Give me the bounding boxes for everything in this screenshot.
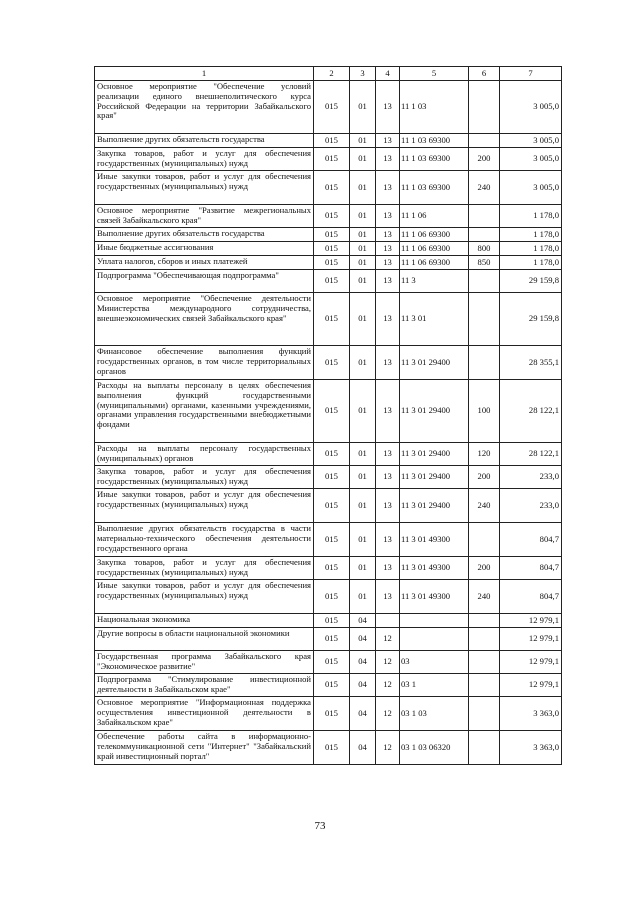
cell-expense-type: 240 <box>469 171 500 205</box>
cell-section: 04 <box>350 731 376 765</box>
cell-amount: 28 122,1 <box>500 380 562 443</box>
cell-target-article <box>400 614 469 628</box>
cell-section: 01 <box>350 270 376 293</box>
cell-ministry-code: 015 <box>314 557 350 580</box>
cell-subsection: 13 <box>376 205 400 228</box>
table-row <box>95 171 562 205</box>
cell-expense-type: 240 <box>469 489 500 523</box>
cell-amount: 3 005,0 <box>500 81 562 134</box>
table-row <box>95 205 562 228</box>
cell-target-article: 11 1 03 <box>400 81 469 134</box>
cell-name: Иные закупки товаров, работ и услуг для обеспечения государственных (муниципальных) нужд <box>95 489 314 523</box>
cell-name: Расходы на выплаты персоналу в целях обеспечения выполнения функций государственными (муниципальными) органами, казенными учреждениями, органами управления государственными внебюджетными фондами <box>95 380 314 443</box>
cell-expense-type <box>469 651 500 674</box>
cell-target-article: 11 3 01 29400 <box>400 380 469 443</box>
cell-name: Подпрограмма "Обеспечивающая подпрограмма" <box>95 270 314 293</box>
cell-ministry-code: 015 <box>314 628 350 651</box>
cell-amount: 804,7 <box>500 580 562 614</box>
cell-amount: 233,0 <box>500 489 562 523</box>
cell-ministry-code: 015 <box>314 148 350 171</box>
table-row <box>95 134 562 148</box>
cell-subsection: 13 <box>376 489 400 523</box>
cell-section: 01 <box>350 256 376 270</box>
cell-name: Другие вопросы в области национальной экономики <box>95 628 314 651</box>
cell-section: 01 <box>350 489 376 523</box>
cell-expense-type <box>469 697 500 731</box>
cell-name: Выполнение других обязательств государства <box>95 228 314 242</box>
cell-subsection: 12 <box>376 697 400 731</box>
cell-name: Иные закупки товаров, работ и услуг для обеспечения государственных (муниципальных) нужд <box>95 171 314 205</box>
cell-section: 04 <box>350 614 376 628</box>
cell-ministry-code: 015 <box>314 134 350 148</box>
cell-name: Иные бюджетные ассигнования <box>95 242 314 256</box>
cell-section: 04 <box>350 628 376 651</box>
cell-section: 01 <box>350 242 376 256</box>
cell-target-article: 03 <box>400 651 469 674</box>
cell-subsection: 13 <box>376 256 400 270</box>
header-col-5: 5 <box>400 67 469 81</box>
table-row <box>95 651 562 674</box>
cell-ministry-code: 015 <box>314 171 350 205</box>
budget-table <box>94 66 562 765</box>
cell-subsection: 12 <box>376 628 400 651</box>
cell-target-article: 11 1 03 69300 <box>400 134 469 148</box>
cell-subsection: 13 <box>376 270 400 293</box>
table-row <box>95 731 562 765</box>
header-col-4: 4 <box>376 67 400 81</box>
cell-amount: 3 363,0 <box>500 731 562 765</box>
cell-section: 01 <box>350 466 376 489</box>
cell-amount: 3 005,0 <box>500 171 562 205</box>
cell-target-article: 03 1 <box>400 674 469 697</box>
cell-ministry-code: 015 <box>314 489 350 523</box>
cell-section: 01 <box>350 557 376 580</box>
cell-expense-type <box>469 523 500 557</box>
cell-subsection <box>376 614 400 628</box>
cell-name: Основное мероприятие "Развитие межрегиональных связей Забайкальского края" <box>95 205 314 228</box>
cell-ministry-code: 015 <box>314 697 350 731</box>
cell-name: Закупка товаров, работ и услуг для обеспечения государственных (муниципальных) нужд <box>95 148 314 171</box>
header-col-3: 3 <box>350 67 376 81</box>
cell-ministry-code: 015 <box>314 380 350 443</box>
table-row <box>95 228 562 242</box>
cell-target-article: 11 1 06 69300 <box>400 228 469 242</box>
cell-expense-type: 850 <box>469 256 500 270</box>
cell-section: 01 <box>350 443 376 466</box>
cell-expense-type <box>469 346 500 380</box>
cell-expense-type <box>469 270 500 293</box>
cell-amount: 12 979,1 <box>500 651 562 674</box>
table-row <box>95 466 562 489</box>
cell-name: Иные закупки товаров, работ и услуг для обеспечения государственных (муниципальных) нужд <box>95 580 314 614</box>
cell-ministry-code: 015 <box>314 346 350 380</box>
table-row <box>95 523 562 557</box>
cell-ministry-code: 015 <box>314 256 350 270</box>
cell-ministry-code: 015 <box>314 523 350 557</box>
cell-target-article <box>400 628 469 651</box>
cell-section: 01 <box>350 81 376 134</box>
cell-amount: 804,7 <box>500 557 562 580</box>
table-row <box>95 443 562 466</box>
cell-target-article: 11 3 01 29400 <box>400 466 469 489</box>
table-row <box>95 346 562 380</box>
cell-target-article: 11 1 03 69300 <box>400 171 469 205</box>
cell-amount: 1 178,0 <box>500 228 562 242</box>
table-row <box>95 270 562 293</box>
cell-subsection: 13 <box>376 557 400 580</box>
cell-subsection: 12 <box>376 674 400 697</box>
cell-ministry-code: 015 <box>314 443 350 466</box>
cell-target-article: 11 1 03 69300 <box>400 148 469 171</box>
cell-expense-type <box>469 205 500 228</box>
cell-target-article: 11 3 <box>400 270 469 293</box>
cell-target-article: 11 3 01 29400 <box>400 489 469 523</box>
table-header-row <box>95 67 562 81</box>
cell-amount: 3 363,0 <box>500 697 562 731</box>
cell-subsection: 13 <box>376 580 400 614</box>
cell-amount: 1 178,0 <box>500 256 562 270</box>
cell-ministry-code: 015 <box>314 270 350 293</box>
cell-expense-type: 100 <box>469 380 500 443</box>
cell-subsection: 13 <box>376 443 400 466</box>
cell-expense-type: 200 <box>469 148 500 171</box>
cell-subsection: 13 <box>376 242 400 256</box>
cell-expense-type <box>469 731 500 765</box>
cell-name: Обеспечение работы сайта в информационно-телекоммуникационной сети "Интернет" "Забайкальский край инвестиционный портал" <box>95 731 314 765</box>
cell-expense-type <box>469 228 500 242</box>
cell-name: Закупка товаров, работ и услуг для обеспечения государственных (муниципальных) нужд <box>95 557 314 580</box>
cell-name: Национальная экономика <box>95 614 314 628</box>
cell-name: Закупка товаров, работ и услуг для обеспечения государственных (муниципальных) нужд <box>95 466 314 489</box>
table-row <box>95 674 562 697</box>
cell-subsection: 12 <box>376 731 400 765</box>
cell-section: 01 <box>350 580 376 614</box>
cell-subsection: 13 <box>376 466 400 489</box>
header-col-2: 2 <box>314 67 350 81</box>
table-row <box>95 242 562 256</box>
cell-section: 01 <box>350 293 376 346</box>
cell-name: Основное мероприятие "Обеспечение условий реализации единого внешнеполитического курса Российской Федерации на территории Забайкальского края" <box>95 81 314 134</box>
cell-target-article: 11 3 01 29400 <box>400 443 469 466</box>
table-row <box>95 256 562 270</box>
header-col-6: 6 <box>469 67 500 81</box>
cell-section: 01 <box>350 228 376 242</box>
cell-expense-type <box>469 293 500 346</box>
page-number: 73 <box>314 820 326 832</box>
cell-ministry-code: 015 <box>314 580 350 614</box>
cell-amount: 3 005,0 <box>500 148 562 171</box>
cell-expense-type: 240 <box>469 580 500 614</box>
cell-name: Выполнение других обязательств государства <box>95 134 314 148</box>
cell-section: 01 <box>350 171 376 205</box>
cell-amount: 28 355,1 <box>500 346 562 380</box>
cell-target-article: 11 3 01 29400 <box>400 346 469 380</box>
cell-name: Основное мероприятие "Информационная поддержка осуществления инвестиционной деятельности в Забайкальском крае" <box>95 697 314 731</box>
cell-section: 01 <box>350 346 376 380</box>
cell-target-article: 11 3 01 49300 <box>400 523 469 557</box>
cell-target-article: 11 1 06 69300 <box>400 256 469 270</box>
table-row <box>95 580 562 614</box>
cell-target-article: 11 1 06 69300 <box>400 242 469 256</box>
table-row <box>95 148 562 171</box>
cell-ministry-code: 015 <box>314 651 350 674</box>
cell-subsection: 13 <box>376 171 400 205</box>
header-col-7: 7 <box>500 67 562 81</box>
cell-amount: 12 979,1 <box>500 628 562 651</box>
cell-subsection: 13 <box>376 380 400 443</box>
cell-ministry-code: 015 <box>314 731 350 765</box>
cell-subsection: 12 <box>376 651 400 674</box>
cell-ministry-code: 015 <box>314 228 350 242</box>
table-body <box>95 81 562 765</box>
cell-expense-type <box>469 81 500 134</box>
cell-amount: 3 005,0 <box>500 134 562 148</box>
cell-expense-type: 200 <box>469 466 500 489</box>
cell-ministry-code: 015 <box>314 466 350 489</box>
cell-subsection: 13 <box>376 148 400 171</box>
cell-amount: 12 979,1 <box>500 614 562 628</box>
cell-name: Финансовое обеспечение выполнения функций государственных органов, в том числе территориальных органов <box>95 346 314 380</box>
cell-name: Основное мероприятие "Обеспечение деятельности Министерства международного сотрудничества, внешнеэкономических связей Забайкальского края" <box>95 293 314 346</box>
cell-section: 04 <box>350 651 376 674</box>
table-row <box>95 557 562 580</box>
cell-amount: 29 159,8 <box>500 293 562 346</box>
cell-ministry-code: 015 <box>314 293 350 346</box>
cell-expense-type: 800 <box>469 242 500 256</box>
cell-ministry-code: 015 <box>314 674 350 697</box>
cell-amount: 804,7 <box>500 523 562 557</box>
cell-subsection: 13 <box>376 228 400 242</box>
cell-subsection: 13 <box>376 293 400 346</box>
cell-expense-type: 200 <box>469 557 500 580</box>
cell-subsection: 13 <box>376 523 400 557</box>
cell-amount: 233,0 <box>500 466 562 489</box>
cell-name: Уплата налогов, сборов и иных платежей <box>95 256 314 270</box>
cell-expense-type <box>469 134 500 148</box>
cell-name: Подпрограмма "Стимулирование инвестиционной деятельности в Забайкальском крае" <box>95 674 314 697</box>
cell-expense-type <box>469 614 500 628</box>
cell-target-article: 11 3 01 <box>400 293 469 346</box>
cell-section: 01 <box>350 205 376 228</box>
cell-target-article: 11 3 01 49300 <box>400 557 469 580</box>
cell-section: 04 <box>350 674 376 697</box>
cell-ministry-code: 015 <box>314 81 350 134</box>
cell-subsection: 13 <box>376 346 400 380</box>
cell-target-article: 11 1 06 <box>400 205 469 228</box>
header-col-1: 1 <box>95 67 314 81</box>
cell-section: 01 <box>350 523 376 557</box>
cell-name: Выполнение других обязательств государства в части материально-технического обеспечения деятельности государственного органа <box>95 523 314 557</box>
cell-amount: 1 178,0 <box>500 242 562 256</box>
cell-ministry-code: 015 <box>314 205 350 228</box>
cell-expense-type <box>469 628 500 651</box>
table-row <box>95 293 562 346</box>
cell-section: 01 <box>350 134 376 148</box>
cell-section: 04 <box>350 697 376 731</box>
cell-target-article: 03 1 03 06320 <box>400 731 469 765</box>
cell-subsection: 13 <box>376 81 400 134</box>
cell-section: 01 <box>350 148 376 171</box>
table-row <box>95 628 562 651</box>
table-row <box>95 614 562 628</box>
cell-target-article: 11 3 01 49300 <box>400 580 469 614</box>
cell-amount: 12 979,1 <box>500 674 562 697</box>
cell-ministry-code: 015 <box>314 242 350 256</box>
cell-target-article: 03 1 03 <box>400 697 469 731</box>
cell-amount: 28 122,1 <box>500 443 562 466</box>
table-row <box>95 489 562 523</box>
cell-amount: 29 159,8 <box>500 270 562 293</box>
table-row <box>95 380 562 443</box>
cell-expense-type <box>469 674 500 697</box>
cell-ministry-code: 015 <box>314 614 350 628</box>
table-row <box>95 81 562 134</box>
cell-name: Расходы на выплаты персоналу государственных (муниципальных) органов <box>95 443 314 466</box>
cell-amount: 1 178,0 <box>500 205 562 228</box>
table-row <box>95 697 562 731</box>
cell-name: Государственная программа Забайкальского края "Экономическое развитие" <box>95 651 314 674</box>
cell-expense-type: 120 <box>469 443 500 466</box>
cell-section: 01 <box>350 380 376 443</box>
cell-subsection: 13 <box>376 134 400 148</box>
